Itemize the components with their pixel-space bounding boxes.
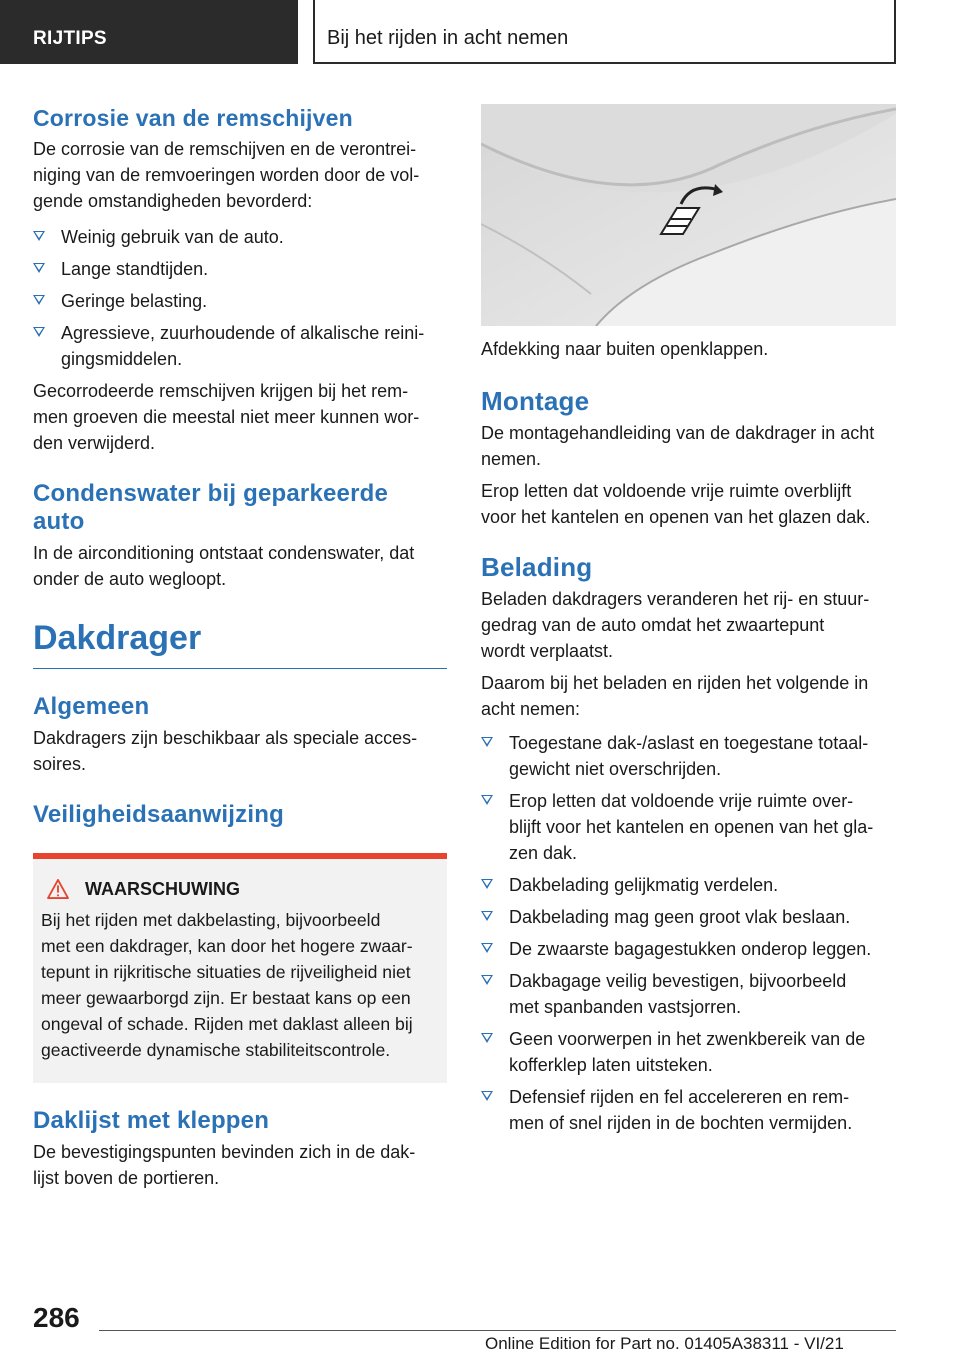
warning-text: Bij het rijden met dakbelasting, bijvoorbeeld met een dakdrager, kan door het hogere zwaar- tepunt in rijkritische situaties de rijveiligheid niet meer gewaarborgd zijn. Er bestaat kans op een ongeval of schade. Rijden met daklast alleen bij geactiveerde dynamische stabiliteitscontrole. [41, 910, 413, 1060]
general-text: Dakdragers zijn beschikbaar als speciale acces- soires. [33, 728, 418, 774]
bullet-triangle-icon [481, 1033, 493, 1043]
left-column [33, 104, 447, 1191]
heading-general: Algemeen [33, 693, 150, 720]
condensation-text: In de airconditioning ontstaat condenswater, dat onder de auto wegloopt. [33, 543, 415, 589]
bullet-triangle-icon [481, 879, 493, 889]
bullet-triangle-icon [33, 327, 45, 337]
list-item: Dakbagage veilig bevestigen, bijvoorbeeld met spanbanden vastsjorren. [481, 968, 896, 1020]
bullet-triangle-icon [481, 795, 493, 805]
loading-list [481, 730, 896, 1136]
roof-cover-illustration [481, 104, 896, 326]
list-item: Geringe belasting. [33, 288, 447, 314]
roof-cover-photo [481, 104, 896, 326]
bullet-triangle-icon [481, 911, 493, 921]
list-item: Dakbelading mag geen groot vlak beslaan. [481, 904, 896, 930]
section-tab: RIJTIPS [0, 0, 298, 64]
warning-title: WAARSCHUWING [41, 877, 439, 901]
list-item: Defensief rijden en fel accelereren en rem- men of snel rijden in de bochten vermijden. [481, 1084, 896, 1136]
warning-box [33, 853, 447, 1083]
heading-loading: Belading [481, 552, 593, 582]
list-item: Weinig gebruik van de auto. [33, 224, 447, 250]
list-item: De zwaarste bagagestukken onderop leggen. [481, 936, 896, 962]
corrosion-list [33, 224, 447, 372]
loading-p2: Daarom bij het beladen en rijden het volgende in acht nemen: [481, 673, 869, 719]
heading-underline [33, 668, 447, 669]
list-item: Lange standtijden. [33, 256, 447, 282]
photo-caption: Afdekking naar buiten openklappen. [481, 339, 769, 359]
corrosion-intro: De corrosie van de remschijven en de verontrei- niging van de remvoeringen worden door de vol- gende omstandigheden bevorderd: [33, 139, 420, 211]
heading-mounting: Montage [481, 386, 590, 416]
heading-corrosion: Corrosie van de remschijven [33, 105, 353, 131]
loading-p1: Beladen dakdragers veranderen het rij- en stuur- gedrag van de auto omdat het zwaartepunt wordt verplaatst. [481, 589, 870, 661]
list-item: Erop letten dat voldoende vrije ruimte over- blijft voor het kantelen en openen van het gla- zen dak. [481, 788, 896, 866]
heading-roof-strip: Daklijst met kleppen [33, 1107, 270, 1134]
heading-condensation: Condenswater bij geparkeerde auto [33, 480, 389, 535]
bullet-triangle-icon [33, 263, 45, 273]
bullet-triangle-icon [481, 737, 493, 747]
list-item: Geen voorwerpen in het zwenkbereik van de kofferklep laten uitsteken. [481, 1026, 896, 1078]
right-column [481, 104, 896, 1142]
heading-roof-rack: Dakdrager [33, 619, 202, 657]
mounting-p1: De montagehandleiding van de dakdrager in acht nemen. [481, 423, 875, 469]
page-header-title: Bij het rijden in acht nemen [313, 0, 896, 64]
mounting-p2: Erop letten dat voldoende vrije ruimte overblijft voor het kantelen en openen van het glazen dak. [481, 481, 871, 527]
list-item: Toegestane dak-/aslast en toegestane totaal- gewicht niet overschrijden. [481, 730, 896, 782]
page-number: 286 [33, 1302, 80, 1333]
footer-edition: Online Edition for Part no. 01405A38311 - VI/21 [485, 1334, 844, 1353]
bullet-triangle-icon [481, 943, 493, 953]
bullet-triangle-icon [481, 1091, 493, 1101]
list-item: Agressieve, zuurhoudende of alkalische reini- gingsmiddelen. [33, 320, 447, 372]
footer-divider [99, 1330, 896, 1331]
bullet-triangle-icon [33, 231, 45, 241]
bullet-triangle-icon [481, 975, 493, 985]
warning-triangle-icon [47, 879, 69, 899]
corrosion-outro: Gecorrodeerde remschijven krijgen bij het rem- men groeven die meestal niet meer kunnen wor- den verwijderd. [33, 381, 420, 453]
list-item: Dakbelading gelijkmatig verdelen. [481, 872, 896, 898]
heading-safety: Veiligheidsaanwijzing [33, 801, 284, 828]
bullet-triangle-icon [33, 295, 45, 305]
roof-strip-text: De bevestigingspunten bevinden zich in de dak- lijst boven de portieren. [33, 1142, 416, 1188]
